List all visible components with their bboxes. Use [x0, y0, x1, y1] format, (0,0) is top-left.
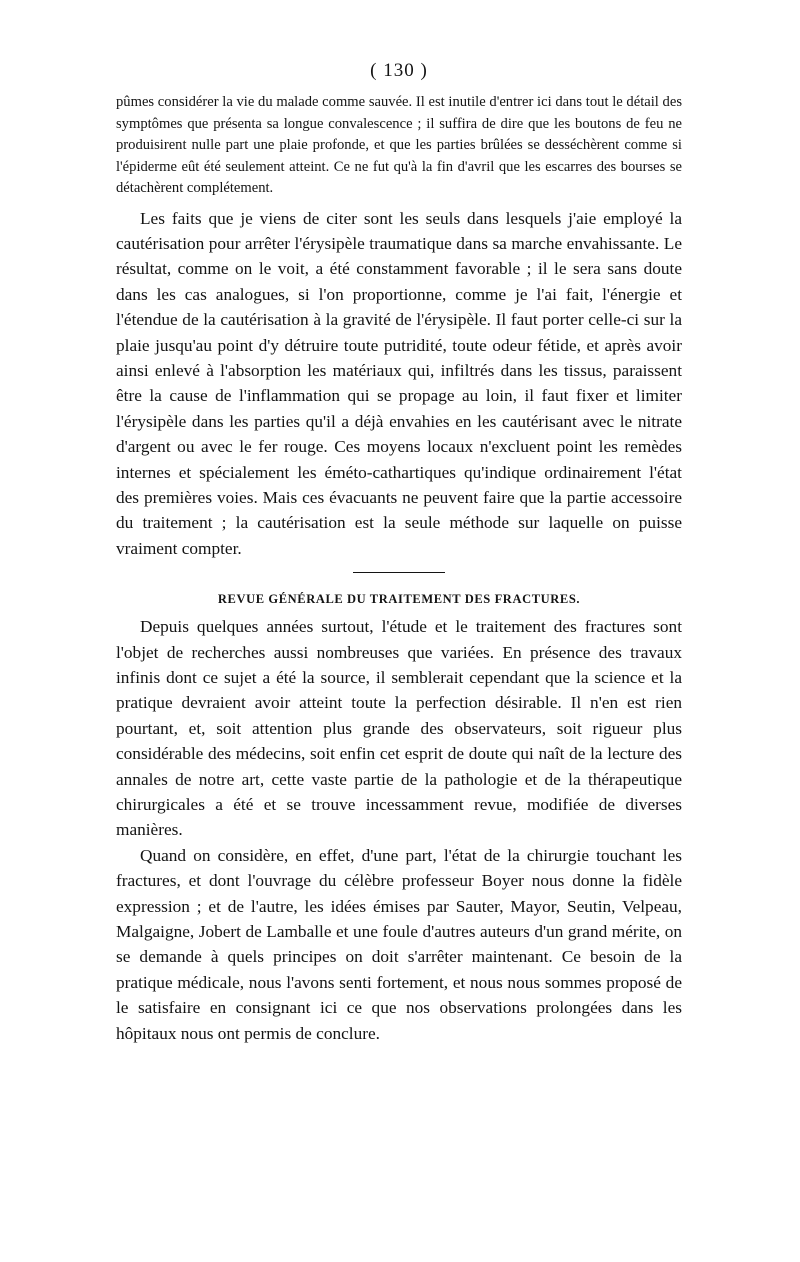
section-divider-rule	[353, 572, 445, 573]
section-paragraph-2: Quand on considère, en effet, d'une part, l'état de la chirurgie touchant les fractures, et dont l'ouvrage du célèbre professeur Boyer nous donne la fidèle expression ; et de l'autre, les idées émises par Sauter, Mayor, Seutin, Velpeau, Malgaigne, Jobert de Lamballe et une foule d'autres auteurs d'un grand mérite, on se demande à quels principes on doit s'arrêter maintenant. Ce besoin de la pratique médicale, nous l'avons senti fortement, et nous nous sommes proposé de le satisfaire en consignant ici ce que nos observations prolongées dans les hôpitaux nous ont permis de conclure.	[116, 845, 682, 1043]
continuation-paragraph: pûmes considérer la vie du malade comme sauvée. Il est inutile d'entrer ici dans tout le détail des symptômes que présenta sa longue convalescence ; il suffira de dire que les boutons de feu ne produisirent nulle part une plaie profonde, et que les parties brûlées se desséchèrent comme si l'épiderme eût été seulement atteint. Ce ne fut qu'à la fin d'avril que les escarres des bourses se détachèrent complétement.	[116, 94, 682, 196]
section-paragraph-1: Depuis quelques années surtout, l'étude et le traitement des fractures sont l'objet de recherches aussi nombreuses que variées. En présence des travaux infinis dont ce sujet a été la source, il semblerait cependant que la science et la pratique devraient avoir atteint toute la perfection désirable. Il n'en est rien pourtant, et, soit attention plus grande des observateurs, soit rigueur plus considérable des médecins, soit enfin cet esprit de doute qui naît de la lecture des annales de notre art, cette vaste partie de la pathologie et de la thérapeutique chirurgicales a été et se trouve incessamment revue, modifiée de diverses manières.	[116, 617, 682, 840]
section-heading: REVUE GÉNÉRALE DU TRAITEMENT DES FRACTURES.	[217, 592, 581, 607]
page-number: ( 130 )	[370, 60, 428, 81]
conclusion-paragraph: Les faits que je viens de citer sont les seuls dans lesquels j'aie employé la cautérisation pour arrêter l'érysipèle traumatique dans sa marche envahissante. Le résultat, comme on le voit, a été constamment favorable ; il le sera sans doute dans les cas analogues, si l'on proportionne, comme je l'ai fait, l'énergie et l'étendue de la cautérisation à la gravité de l'érysipèle. Il faut porter celle-ci sur la plaie jusqu'au point d'y détruire toute putridité, toute odeur fétide, et après avoir ainsi enlevé à l'absorption les matériaux qui, infiltrés dans les tissus, paraissent être la cause de l'inflammation qui se propage au loin, il faut fixer et limiter l'érysipèle dans les parties qu'il a déjà envahies en les cautérisant avec le nitrate d'argent ou avec le fer rouge. Ces moyens locaux n'excluent point les remèdes internes et spécialement les éméto-cathartiques qu'indique ordinairement l'état des premières voies. Mais ces évacuants ne peuvent faire que la partie accessoire du traitement ; la cautérisation est la seule méthode sur laquelle on puisse vraiment compter.	[116, 208, 682, 558]
book-page	[116, 58, 682, 1046]
